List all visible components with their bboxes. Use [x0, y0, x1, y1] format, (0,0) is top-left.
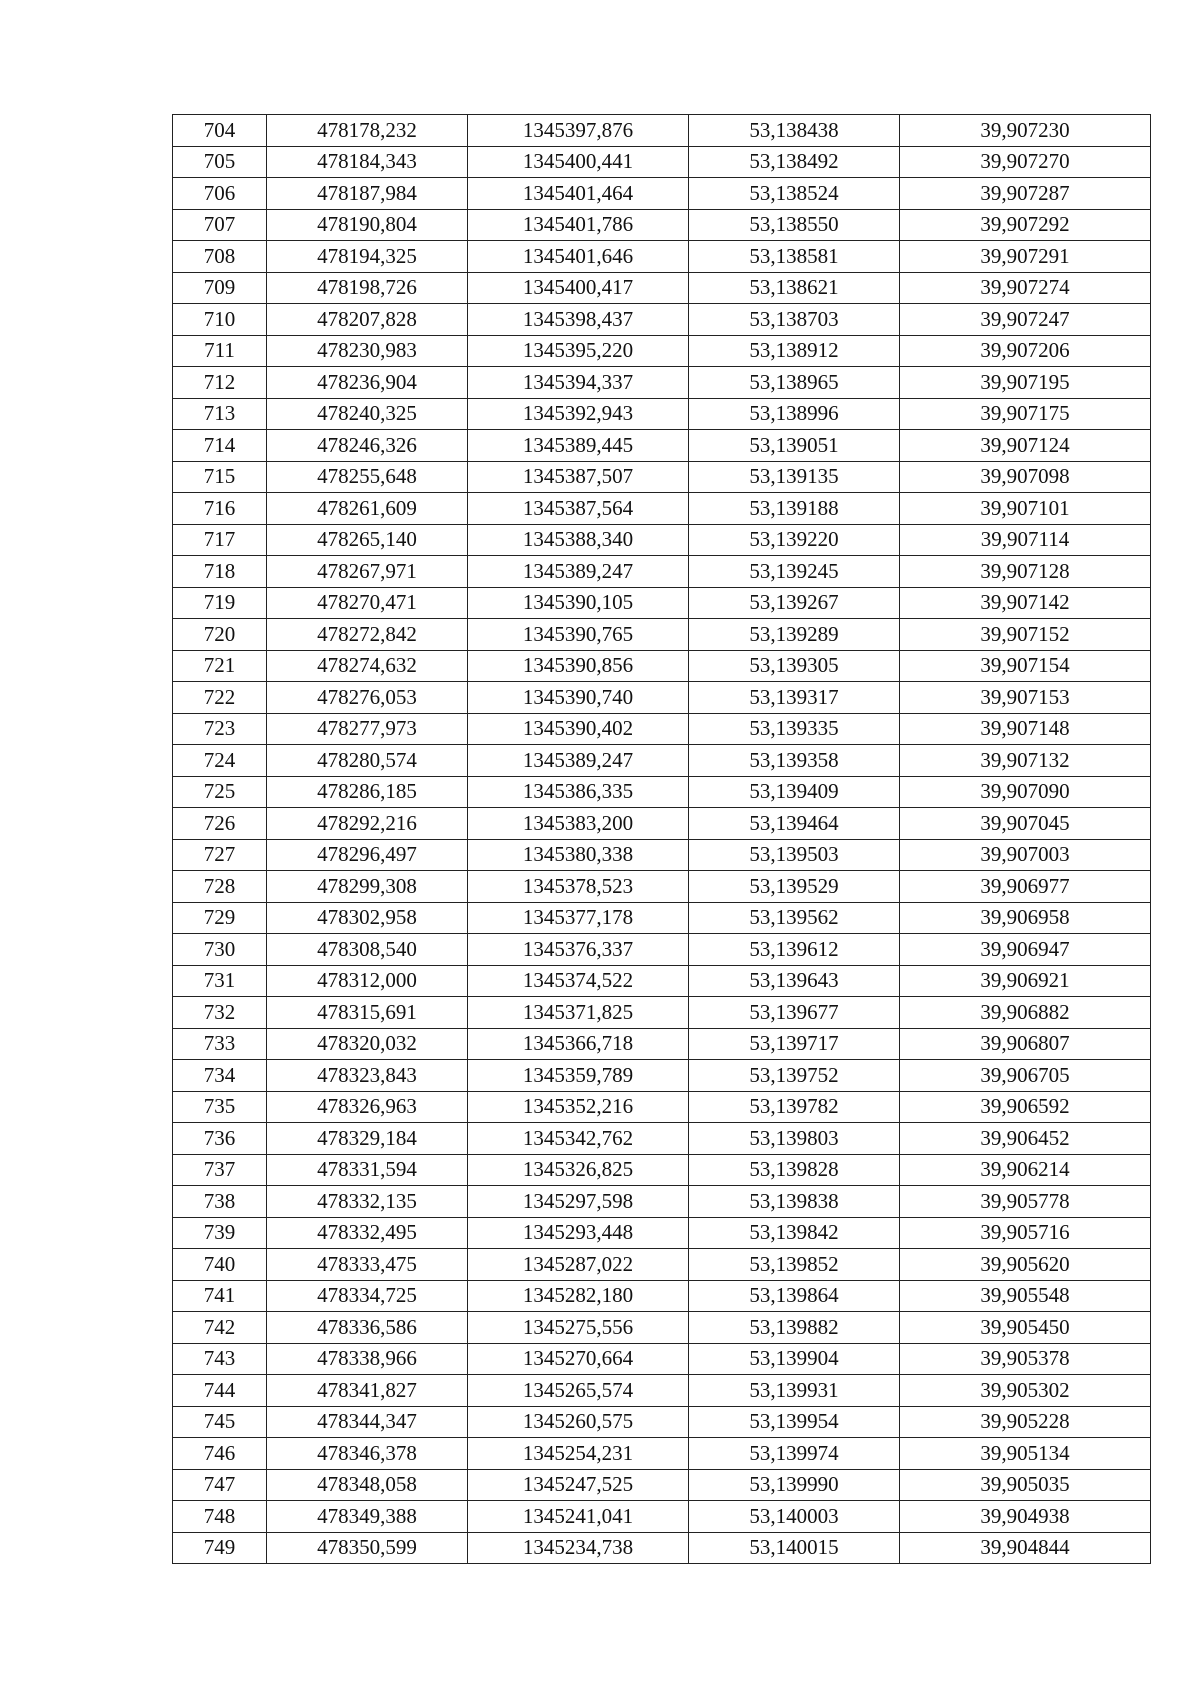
y-coordinate-cell: 1345265,574 — [468, 1375, 689, 1407]
latitude-cell: 53,139852 — [689, 1249, 900, 1281]
y-coordinate-cell: 1345388,340 — [468, 524, 689, 556]
y-coordinate-cell: 1345275,556 — [468, 1312, 689, 1344]
x-coordinate-cell: 478349,388 — [267, 1501, 468, 1533]
x-coordinate-cell: 478308,540 — [267, 934, 468, 966]
x-coordinate-cell: 478286,185 — [267, 776, 468, 808]
longitude-cell: 39,907003 — [900, 839, 1151, 871]
table-row — [173, 1501, 1151, 1533]
point-number-cell: 741 — [173, 1280, 267, 1312]
x-coordinate-cell: 478315,691 — [267, 997, 468, 1029]
point-number-cell: 719 — [173, 587, 267, 619]
latitude-cell: 53,138965 — [689, 367, 900, 399]
table-row — [173, 178, 1151, 210]
y-coordinate-cell: 1345390,740 — [468, 682, 689, 714]
latitude-cell: 53,139882 — [689, 1312, 900, 1344]
x-coordinate-cell: 478255,648 — [267, 461, 468, 493]
point-number-cell: 729 — [173, 902, 267, 934]
x-coordinate-cell: 478312,000 — [267, 965, 468, 997]
y-coordinate-cell: 1345398,437 — [468, 304, 689, 336]
table-row — [173, 776, 1151, 808]
latitude-cell: 53,139267 — [689, 587, 900, 619]
x-coordinate-cell: 478323,843 — [267, 1060, 468, 1092]
x-coordinate-cell: 478265,140 — [267, 524, 468, 556]
table-row — [173, 1406, 1151, 1438]
point-number-cell: 748 — [173, 1501, 267, 1533]
y-coordinate-cell: 1345386,335 — [468, 776, 689, 808]
y-coordinate-cell: 1345400,417 — [468, 272, 689, 304]
longitude-cell: 39,907090 — [900, 776, 1151, 808]
longitude-cell: 39,906214 — [900, 1154, 1151, 1186]
point-number-cell: 714 — [173, 430, 267, 462]
longitude-cell: 39,906958 — [900, 902, 1151, 934]
longitude-cell: 39,905035 — [900, 1469, 1151, 1501]
longitude-cell: 39,907175 — [900, 398, 1151, 430]
x-coordinate-cell: 478194,325 — [267, 241, 468, 273]
x-coordinate-cell: 478344,347 — [267, 1406, 468, 1438]
latitude-cell: 53,139464 — [689, 808, 900, 840]
latitude-cell: 53,138438 — [689, 115, 900, 147]
table-row — [173, 430, 1151, 462]
x-coordinate-cell: 478333,475 — [267, 1249, 468, 1281]
y-coordinate-cell: 1345352,216 — [468, 1091, 689, 1123]
x-coordinate-cell: 478246,326 — [267, 430, 468, 462]
longitude-cell: 39,907148 — [900, 713, 1151, 745]
y-coordinate-cell: 1345359,789 — [468, 1060, 689, 1092]
latitude-cell: 53,139245 — [689, 556, 900, 588]
longitude-cell: 39,906705 — [900, 1060, 1151, 1092]
longitude-cell: 39,907247 — [900, 304, 1151, 336]
table-row — [173, 556, 1151, 588]
latitude-cell: 53,139643 — [689, 965, 900, 997]
point-number-cell: 716 — [173, 493, 267, 525]
latitude-cell: 53,139838 — [689, 1186, 900, 1218]
x-coordinate-cell: 478276,053 — [267, 682, 468, 714]
table-row — [173, 745, 1151, 777]
x-coordinate-cell: 478336,586 — [267, 1312, 468, 1344]
x-coordinate-cell: 478292,216 — [267, 808, 468, 840]
x-coordinate-cell: 478329,184 — [267, 1123, 468, 1155]
longitude-cell: 39,907195 — [900, 367, 1151, 399]
table-row — [173, 650, 1151, 682]
point-number-cell: 706 — [173, 178, 267, 210]
point-number-cell: 704 — [173, 115, 267, 147]
point-number-cell: 744 — [173, 1375, 267, 1407]
latitude-cell: 53,139904 — [689, 1343, 900, 1375]
longitude-cell: 39,907152 — [900, 619, 1151, 651]
table-row — [173, 1438, 1151, 1470]
latitude-cell: 53,139135 — [689, 461, 900, 493]
latitude-cell: 53,139317 — [689, 682, 900, 714]
latitude-cell: 53,138492 — [689, 146, 900, 178]
y-coordinate-cell: 1345293,448 — [468, 1217, 689, 1249]
longitude-cell: 39,905548 — [900, 1280, 1151, 1312]
table-row — [173, 209, 1151, 241]
latitude-cell: 53,138581 — [689, 241, 900, 273]
longitude-cell: 39,907132 — [900, 745, 1151, 777]
longitude-cell: 39,905620 — [900, 1249, 1151, 1281]
x-coordinate-cell: 478280,574 — [267, 745, 468, 777]
latitude-cell: 53,139828 — [689, 1154, 900, 1186]
x-coordinate-cell: 478270,471 — [267, 587, 468, 619]
point-number-cell: 734 — [173, 1060, 267, 1092]
latitude-cell: 53,139335 — [689, 713, 900, 745]
longitude-cell: 39,907274 — [900, 272, 1151, 304]
longitude-cell: 39,907153 — [900, 682, 1151, 714]
y-coordinate-cell: 1345387,507 — [468, 461, 689, 493]
table-row — [173, 1154, 1151, 1186]
latitude-cell: 53,139782 — [689, 1091, 900, 1123]
point-number-cell: 724 — [173, 745, 267, 777]
point-number-cell: 722 — [173, 682, 267, 714]
latitude-cell: 53,139842 — [689, 1217, 900, 1249]
point-number-cell: 743 — [173, 1343, 267, 1375]
point-number-cell: 721 — [173, 650, 267, 682]
coordinates-table — [172, 114, 1151, 1564]
point-number-cell: 728 — [173, 871, 267, 903]
table-row — [173, 1060, 1151, 1092]
x-coordinate-cell: 478299,308 — [267, 871, 468, 903]
point-number-cell: 746 — [173, 1438, 267, 1470]
y-coordinate-cell: 1345342,762 — [468, 1123, 689, 1155]
latitude-cell: 53,138524 — [689, 178, 900, 210]
longitude-cell: 39,906882 — [900, 997, 1151, 1029]
table-row — [173, 1186, 1151, 1218]
table-row — [173, 1312, 1151, 1344]
table-row — [173, 965, 1151, 997]
table-row — [173, 1469, 1151, 1501]
x-coordinate-cell: 478341,827 — [267, 1375, 468, 1407]
latitude-cell: 53,138621 — [689, 272, 900, 304]
point-number-cell: 736 — [173, 1123, 267, 1155]
point-number-cell: 749 — [173, 1532, 267, 1564]
point-number-cell: 730 — [173, 934, 267, 966]
latitude-cell: 53,138550 — [689, 209, 900, 241]
x-coordinate-cell: 478267,971 — [267, 556, 468, 588]
point-number-cell: 735 — [173, 1091, 267, 1123]
y-coordinate-cell: 1345287,022 — [468, 1249, 689, 1281]
table-row — [173, 934, 1151, 966]
y-coordinate-cell: 1345374,522 — [468, 965, 689, 997]
point-number-cell: 723 — [173, 713, 267, 745]
x-coordinate-cell: 478272,842 — [267, 619, 468, 651]
point-number-cell: 737 — [173, 1154, 267, 1186]
y-coordinate-cell: 1345401,646 — [468, 241, 689, 273]
x-coordinate-cell: 478187,984 — [267, 178, 468, 210]
longitude-cell: 39,907206 — [900, 335, 1151, 367]
longitude-cell: 39,906592 — [900, 1091, 1151, 1123]
x-coordinate-cell: 478332,495 — [267, 1217, 468, 1249]
coordinates-table-body — [173, 115, 1151, 1564]
table-row — [173, 682, 1151, 714]
x-coordinate-cell: 478332,135 — [267, 1186, 468, 1218]
x-coordinate-cell: 478331,594 — [267, 1154, 468, 1186]
y-coordinate-cell: 1345377,178 — [468, 902, 689, 934]
point-number-cell: 713 — [173, 398, 267, 430]
latitude-cell: 53,138912 — [689, 335, 900, 367]
x-coordinate-cell: 478240,325 — [267, 398, 468, 430]
table-row — [173, 619, 1151, 651]
table-row — [173, 1217, 1151, 1249]
latitude-cell: 53,139974 — [689, 1438, 900, 1470]
longitude-cell: 39,905302 — [900, 1375, 1151, 1407]
x-coordinate-cell: 478230,983 — [267, 335, 468, 367]
table-row — [173, 335, 1151, 367]
latitude-cell: 53,140015 — [689, 1532, 900, 1564]
latitude-cell: 53,139677 — [689, 997, 900, 1029]
y-coordinate-cell: 1345390,856 — [468, 650, 689, 682]
x-coordinate-cell: 478277,973 — [267, 713, 468, 745]
point-number-cell: 715 — [173, 461, 267, 493]
point-number-cell: 718 — [173, 556, 267, 588]
x-coordinate-cell: 478302,958 — [267, 902, 468, 934]
y-coordinate-cell: 1345383,200 — [468, 808, 689, 840]
longitude-cell: 39,905378 — [900, 1343, 1151, 1375]
latitude-cell: 53,139717 — [689, 1028, 900, 1060]
latitude-cell: 53,139188 — [689, 493, 900, 525]
y-coordinate-cell: 1345241,041 — [468, 1501, 689, 1533]
x-coordinate-cell: 478346,378 — [267, 1438, 468, 1470]
x-coordinate-cell: 478198,726 — [267, 272, 468, 304]
latitude-cell: 53,139931 — [689, 1375, 900, 1407]
point-number-cell: 738 — [173, 1186, 267, 1218]
point-number-cell: 707 — [173, 209, 267, 241]
longitude-cell: 39,905778 — [900, 1186, 1151, 1218]
y-coordinate-cell: 1345401,464 — [468, 178, 689, 210]
point-number-cell: 717 — [173, 524, 267, 556]
y-coordinate-cell: 1345260,575 — [468, 1406, 689, 1438]
y-coordinate-cell: 1345390,402 — [468, 713, 689, 745]
x-coordinate-cell: 478338,966 — [267, 1343, 468, 1375]
longitude-cell: 39,907124 — [900, 430, 1151, 462]
point-number-cell: 740 — [173, 1249, 267, 1281]
x-coordinate-cell: 478207,828 — [267, 304, 468, 336]
table-row — [173, 1375, 1151, 1407]
table-row — [173, 367, 1151, 399]
y-coordinate-cell: 1345390,765 — [468, 619, 689, 651]
point-number-cell: 739 — [173, 1217, 267, 1249]
x-coordinate-cell: 478334,725 — [267, 1280, 468, 1312]
table-row — [173, 146, 1151, 178]
x-coordinate-cell: 478261,609 — [267, 493, 468, 525]
table-row — [173, 1343, 1151, 1375]
x-coordinate-cell: 478184,343 — [267, 146, 468, 178]
longitude-cell: 39,906977 — [900, 871, 1151, 903]
point-number-cell: 711 — [173, 335, 267, 367]
y-coordinate-cell: 1345380,338 — [468, 839, 689, 871]
longitude-cell: 39,904844 — [900, 1532, 1151, 1564]
table-row — [173, 1249, 1151, 1281]
table-row — [173, 241, 1151, 273]
latitude-cell: 53,140003 — [689, 1501, 900, 1533]
table-row — [173, 808, 1151, 840]
latitude-cell: 53,139503 — [689, 839, 900, 871]
point-number-cell: 731 — [173, 965, 267, 997]
latitude-cell: 53,138703 — [689, 304, 900, 336]
longitude-cell: 39,906947 — [900, 934, 1151, 966]
y-coordinate-cell: 1345390,105 — [468, 587, 689, 619]
longitude-cell: 39,907291 — [900, 241, 1151, 273]
latitude-cell: 53,139409 — [689, 776, 900, 808]
longitude-cell: 39,905450 — [900, 1312, 1151, 1344]
y-coordinate-cell: 1345326,825 — [468, 1154, 689, 1186]
longitude-cell: 39,907114 — [900, 524, 1151, 556]
y-coordinate-cell: 1345297,598 — [468, 1186, 689, 1218]
latitude-cell: 53,139990 — [689, 1469, 900, 1501]
y-coordinate-cell: 1345254,231 — [468, 1438, 689, 1470]
table-row — [173, 713, 1151, 745]
point-number-cell: 709 — [173, 272, 267, 304]
table-row — [173, 524, 1151, 556]
latitude-cell: 53,138996 — [689, 398, 900, 430]
table-row — [173, 587, 1151, 619]
longitude-cell: 39,906921 — [900, 965, 1151, 997]
longitude-cell: 39,904938 — [900, 1501, 1151, 1533]
x-coordinate-cell: 478274,632 — [267, 650, 468, 682]
x-coordinate-cell: 478236,904 — [267, 367, 468, 399]
table-row — [173, 461, 1151, 493]
longitude-cell: 39,907154 — [900, 650, 1151, 682]
y-coordinate-cell: 1345397,876 — [468, 115, 689, 147]
longitude-cell: 39,907142 — [900, 587, 1151, 619]
table-row — [173, 493, 1151, 525]
y-coordinate-cell: 1345395,220 — [468, 335, 689, 367]
latitude-cell: 53,139803 — [689, 1123, 900, 1155]
point-number-cell: 726 — [173, 808, 267, 840]
point-number-cell: 727 — [173, 839, 267, 871]
latitude-cell: 53,139220 — [689, 524, 900, 556]
point-number-cell: 725 — [173, 776, 267, 808]
x-coordinate-cell: 478296,497 — [267, 839, 468, 871]
table-row — [173, 1280, 1151, 1312]
y-coordinate-cell: 1345401,786 — [468, 209, 689, 241]
table-row — [173, 1532, 1151, 1564]
x-coordinate-cell: 478178,232 — [267, 115, 468, 147]
longitude-cell: 39,907045 — [900, 808, 1151, 840]
point-number-cell: 710 — [173, 304, 267, 336]
longitude-cell: 39,906807 — [900, 1028, 1151, 1060]
y-coordinate-cell: 1345234,738 — [468, 1532, 689, 1564]
y-coordinate-cell: 1345400,441 — [468, 146, 689, 178]
latitude-cell: 53,139358 — [689, 745, 900, 777]
longitude-cell: 39,907270 — [900, 146, 1151, 178]
table-row — [173, 304, 1151, 336]
y-coordinate-cell: 1345247,525 — [468, 1469, 689, 1501]
table-row — [173, 115, 1151, 147]
y-coordinate-cell: 1345371,825 — [468, 997, 689, 1029]
point-number-cell: 733 — [173, 1028, 267, 1060]
y-coordinate-cell: 1345387,564 — [468, 493, 689, 525]
longitude-cell: 39,907287 — [900, 178, 1151, 210]
table-row — [173, 272, 1151, 304]
table-row — [173, 398, 1151, 430]
table-row — [173, 871, 1151, 903]
point-number-cell: 745 — [173, 1406, 267, 1438]
longitude-cell: 39,907101 — [900, 493, 1151, 525]
y-coordinate-cell: 1345392,943 — [468, 398, 689, 430]
latitude-cell: 53,139529 — [689, 871, 900, 903]
table-row — [173, 1123, 1151, 1155]
y-coordinate-cell: 1345366,718 — [468, 1028, 689, 1060]
longitude-cell: 39,905228 — [900, 1406, 1151, 1438]
longitude-cell: 39,907128 — [900, 556, 1151, 588]
longitude-cell: 39,907230 — [900, 115, 1151, 147]
table-row — [173, 1091, 1151, 1123]
latitude-cell: 53,139954 — [689, 1406, 900, 1438]
point-number-cell: 720 — [173, 619, 267, 651]
point-number-cell: 708 — [173, 241, 267, 273]
table-row — [173, 839, 1151, 871]
table-row — [173, 997, 1151, 1029]
longitude-cell: 39,905134 — [900, 1438, 1151, 1470]
y-coordinate-cell: 1345282,180 — [468, 1280, 689, 1312]
y-coordinate-cell: 1345376,337 — [468, 934, 689, 966]
x-coordinate-cell: 478320,032 — [267, 1028, 468, 1060]
longitude-cell: 39,906452 — [900, 1123, 1151, 1155]
y-coordinate-cell: 1345389,247 — [468, 745, 689, 777]
y-coordinate-cell: 1345378,523 — [468, 871, 689, 903]
longitude-cell: 39,907098 — [900, 461, 1151, 493]
x-coordinate-cell: 478348,058 — [267, 1469, 468, 1501]
x-coordinate-cell: 478190,804 — [267, 209, 468, 241]
table-row — [173, 1028, 1151, 1060]
latitude-cell: 53,139051 — [689, 430, 900, 462]
x-coordinate-cell: 478350,599 — [267, 1532, 468, 1564]
y-coordinate-cell: 1345394,337 — [468, 367, 689, 399]
x-coordinate-cell: 478326,963 — [267, 1091, 468, 1123]
latitude-cell: 53,139612 — [689, 934, 900, 966]
y-coordinate-cell: 1345389,445 — [468, 430, 689, 462]
point-number-cell: 705 — [173, 146, 267, 178]
y-coordinate-cell: 1345389,247 — [468, 556, 689, 588]
longitude-cell: 39,905716 — [900, 1217, 1151, 1249]
point-number-cell: 732 — [173, 997, 267, 1029]
point-number-cell: 747 — [173, 1469, 267, 1501]
latitude-cell: 53,139562 — [689, 902, 900, 934]
point-number-cell: 712 — [173, 367, 267, 399]
table-row — [173, 902, 1151, 934]
latitude-cell: 53,139752 — [689, 1060, 900, 1092]
latitude-cell: 53,139864 — [689, 1280, 900, 1312]
point-number-cell: 742 — [173, 1312, 267, 1344]
y-coordinate-cell: 1345270,664 — [468, 1343, 689, 1375]
longitude-cell: 39,907292 — [900, 209, 1151, 241]
latitude-cell: 53,139305 — [689, 650, 900, 682]
latitude-cell: 53,139289 — [689, 619, 900, 651]
